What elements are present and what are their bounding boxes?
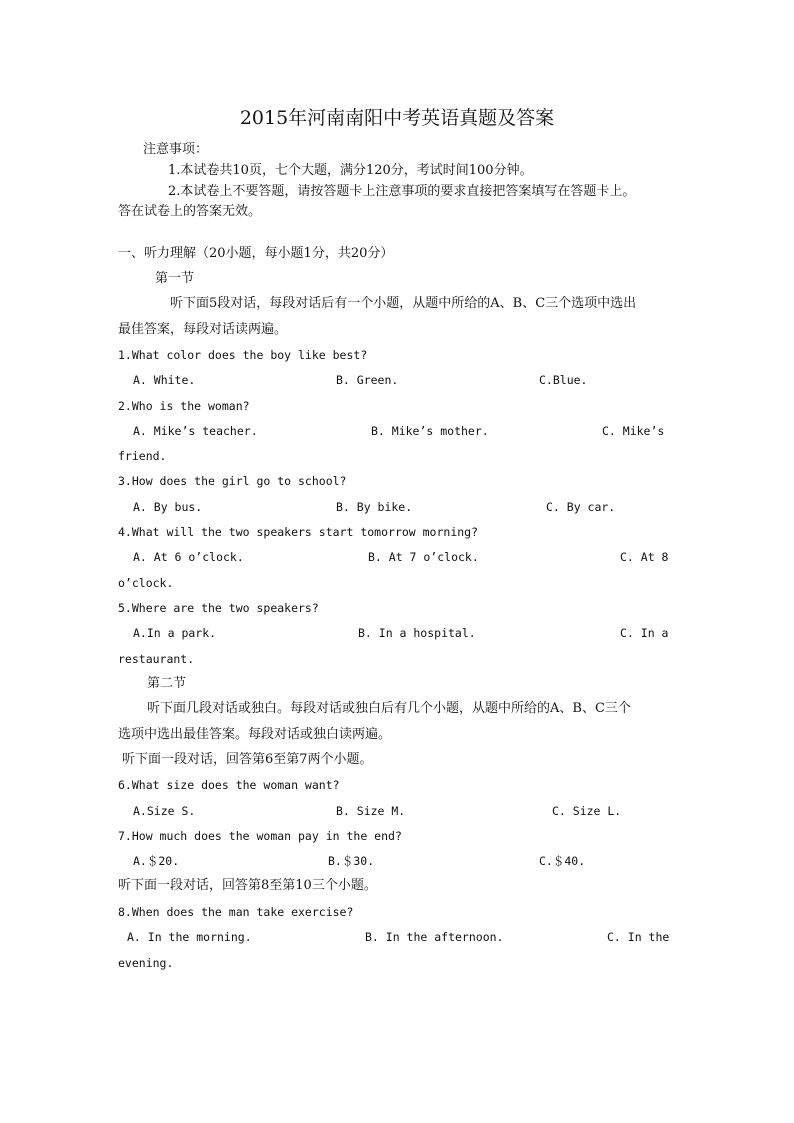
question-7: 7.How much does the woman pay in the end? [118,829,402,843]
question-3: 3.How does the girl go to school? [118,474,347,488]
question-6: 6.What size does the woman want? [118,778,340,792]
q4-option-c-cont: o’clock. [118,576,174,590]
q6-option-b: B. Size M. [336,804,406,818]
notice-item-2: 2.本试卷上不要答题，请按答题卡上注意事项的要求直接把答案填写在答题卡上。 [168,184,636,199]
q5-option-c: C. In a [620,626,669,640]
part1-instruction-1: 听下面5段对话，每段对话后有一个小题，从题中所给的A、B、C三个选项中选出 [170,296,637,311]
q3-option-b: B. By bike. [336,500,413,514]
q5-option-c-cont: restaurant. [118,652,195,666]
q4-option-a: A. At 6 o’clock. [133,550,244,564]
q2-option-c: C. Mike’s [602,424,665,438]
part2-sub-instruction-1: 听下面一段对话，回答第6至第7两个小题。 [122,752,373,767]
q2-option-b: B. Mike’s mother. [371,424,489,438]
q8-option-c-cont: evening. [118,956,174,970]
q3-option-a: A. By bus. [133,500,203,514]
part2-heading: 第二节 [147,676,187,691]
part1-heading: 第一节 [155,271,195,286]
q8-option-a: A. In the morning. [127,930,252,944]
q4-option-b: B. At 7 o’clock. [368,550,479,564]
q1-option-c: C.Blue. [539,373,588,387]
q4-option-c: C. At 8 [620,550,669,564]
q8-option-b: B. In the afternoon. [365,930,504,944]
notice-heading: 注意事项： [143,142,209,157]
part1-instruction-2: 最佳答案，每段对话读两遍。 [118,322,288,337]
part2-instruction-2: 选项中选出最佳答案。每段对话或独白读两遍。 [118,727,392,742]
q7-option-c: C.＄40. [539,854,586,868]
q7-option-b: B.＄30. [328,854,375,868]
q2-option-c-cont: friend. [118,449,167,463]
q6-option-a: A.Size S. [133,804,196,818]
question-1: 1.What color does the boy like best? [118,348,368,362]
question-4: 4.What will the two speakers start tomorrow morning? [118,525,479,539]
part2-sub-instruction-2: 听下面一段对话，回答第8至第10三个小题。 [118,878,377,893]
question-8: 8.When does the man take exercise? [118,905,354,919]
notice-item-2-cont: 答在试卷上的答案无效。 [118,204,262,219]
section-heading: 一、听力理解（20小题，每小题1分，共20分） [118,246,394,261]
q1-option-a: A. White. [133,373,196,387]
notice-item-1: 1.本试卷共10页，七个大题，满分120分，考试时间100分钟。 [168,163,533,178]
page-title: 2015年河南南阳中考英语真题及答案 [239,107,555,129]
question-5: 5.Where are the two speakers? [118,601,319,615]
part2-instruction-1: 听下面几段对话或独白。每段对话或独白后有几个小题，从题中所给的A、B、C三个 [147,701,631,716]
q7-option-a: A.＄20. [133,854,180,868]
q5-option-a: A.In a park. [133,626,217,640]
q1-option-b: B. Green. [336,373,399,387]
q8-option-c: C. In the [607,930,670,944]
q2-option-a: A. Mike’s teacher. [133,424,258,438]
q5-option-b: B. In a hospital. [358,626,476,640]
q3-option-c: C. By car. [546,500,616,514]
q6-option-c: C. Size L. [552,804,622,818]
question-2: 2.Who is the woman? [118,399,250,413]
